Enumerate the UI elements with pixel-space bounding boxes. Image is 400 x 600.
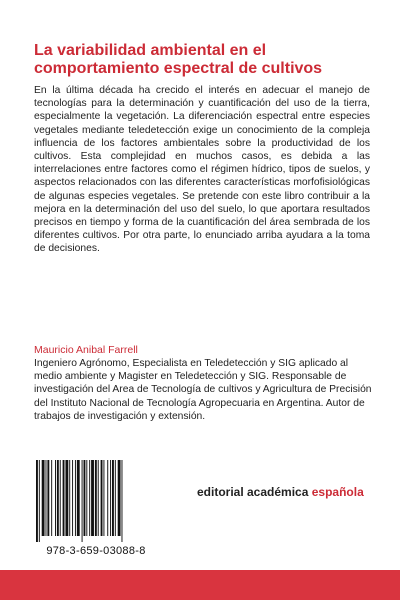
barcode-bar — [42, 460, 45, 536]
publisher-name-accent: española — [311, 485, 364, 499]
book-title: La variabilidad ambiental en el comportamiento espectral de cultivos — [34, 42, 323, 77]
barcode-bar — [118, 460, 121, 536]
barcode-bar — [69, 460, 70, 536]
barcode-bar — [103, 460, 104, 536]
barcode-bar — [75, 460, 76, 536]
barcode-bar — [84, 460, 86, 536]
barcode-bar — [91, 460, 94, 536]
barcode-bar — [47, 460, 49, 536]
author-bio: Ingeniero Agrónomo, Especialista en Teledetección y SIG aplicado al medio ambiente y Magister en Teledetección y SIG. Responsable de investigación del Area de Tecnología de cultivos y Agricultura de Precisión del Instituto Nacional de Tecnología Agropecuaria en Argentina. Autor de trabajos de investigación y extensión. — [34, 358, 372, 422]
barcode-bar — [122, 460, 123, 542]
barcode-bar — [112, 460, 114, 536]
barcode-bar — [63, 460, 65, 536]
barcode-bar — [57, 460, 59, 536]
barcode-bar — [101, 460, 103, 536]
barcode-bar — [36, 460, 38, 542]
publisher-logo — [197, 485, 364, 499]
isbn-number: 978-3-659-03088-8 — [46, 545, 146, 557]
barcode-bar — [55, 460, 56, 536]
barcode-bar — [115, 460, 116, 536]
barcode-bar — [72, 460, 73, 536]
barcode-bar — [60, 460, 61, 536]
barcode-bar — [82, 460, 83, 542]
barcode-bar — [110, 460, 111, 536]
barcode-bar — [98, 460, 99, 536]
footer-color-band — [0, 570, 400, 600]
barcode-bar — [89, 460, 90, 536]
publisher-name: editorial académica — [197, 485, 312, 499]
author-name: Mauricio Anibal Farrell — [34, 344, 138, 356]
barcode-bar — [39, 460, 40, 542]
barcode-bar — [51, 460, 52, 536]
barcode-bar — [86, 460, 87, 536]
barcode-area — [27, 460, 165, 565]
barcode-bar — [65, 460, 68, 536]
barcode-bar — [46, 460, 47, 536]
barcode-image — [36, 460, 156, 542]
barcode-bar — [77, 460, 80, 536]
barcode-bar — [95, 460, 97, 536]
barcode-bar — [107, 460, 108, 536]
book-abstract: En la última década ha crecido el interés en adecuar el manejo de tecnologías para la determinación y cuantificación del uso de la tierra, especialmente la vegetación. La diferenciación espectral entre especies vegetales mediante teledetección exige un conocimiento de la compleja influencia de los factores ambientales sobre la productividad de los cultivos. Esta complejidad en muchos casos, es debida a las interrelaciones entre factores como el régimen hídrico, tipos de suelos, y aspectos relacionados con las diferentes características morfofisiológicas de algunas especies vegetales. Se pretende con este libro contribuir a la mejora en la determinación del uso del suelo, lo que aportara resultados precisos en tiempo y forma de la cuantificación del área sembrada de los diferentes cultivos. Por otra parte, lo enunciado arriba ayudara a la toma de decisiones. — [34, 85, 370, 255]
